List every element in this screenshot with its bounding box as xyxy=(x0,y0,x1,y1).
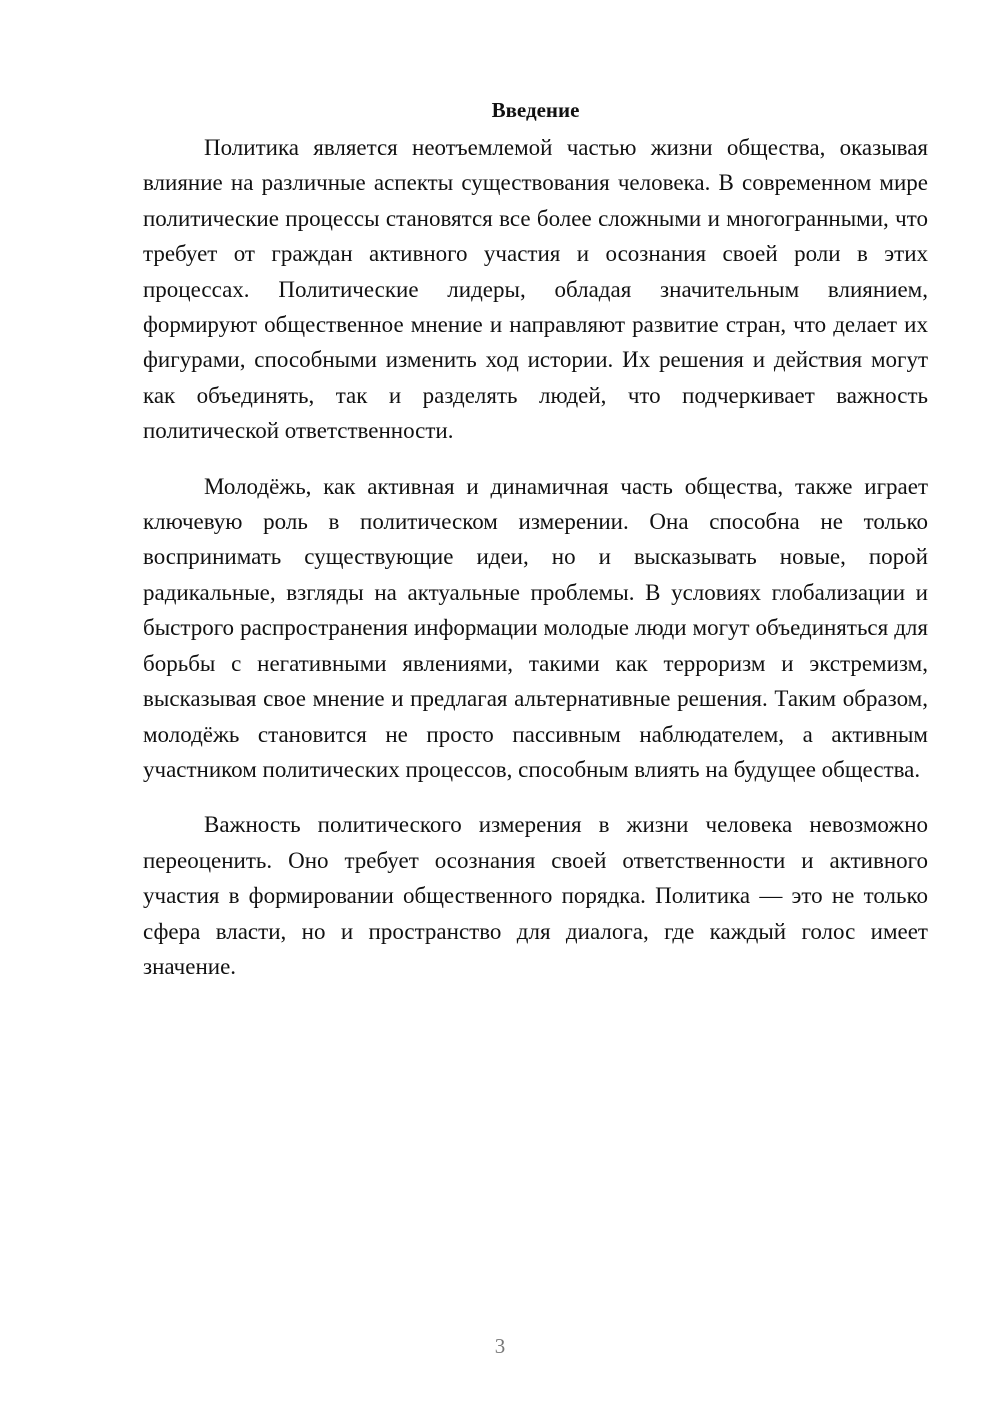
paragraph-3: Важность политического измерения в жизни человека невозможно переоценить. Оно требует осознания своей ответственности и активного участия в формировании общественного порядка. Политика — это не только сфера власти, но и пространство для диалога, где каждый голос имеет значение. xyxy=(143,812,928,979)
section-heading: Введение xyxy=(491,98,580,122)
page-content xyxy=(143,93,928,1004)
paragraph-1: Политика является неотъемлемой частью жизни общества, оказывая влияние на различные аспекты существования человека. В современном мире политические процессы становятся все более сложными и многогранными, что требует от граждан активного участия и осознания своей роли в этих процессах. Политические лидеры, обладая значительным влиянием, формируют общественное мнение и направляют развитие стран, что делает их фигурами, способными изменить ход истории. Их решения и действия могут как объединять, так и разделять людей, что подчеркивает важность политической ответственности. xyxy=(143,135,928,444)
page-number: 3 xyxy=(494,1334,506,1358)
paragraph-2: Молодёжь, как активная и динамичная часть общества, также играет ключевую роль в политическом измерении. Она способна не только воспринимать существующие идеи, но и высказывать новые, порой радикальные, взгляды на актуальные проблемы. В условиях глобализации и быстрого распространения информации молодые люди могут объединяться для борьбы с негативными явлениями, такими как терроризм и экстремизм, высказывая свое мнение и предлагая альтернативные решения. Таким образом, молодёжь становится не просто пассивным наблюдателем, а активным участником политических процессов, способным влиять на будущее общества. xyxy=(143,473,928,782)
